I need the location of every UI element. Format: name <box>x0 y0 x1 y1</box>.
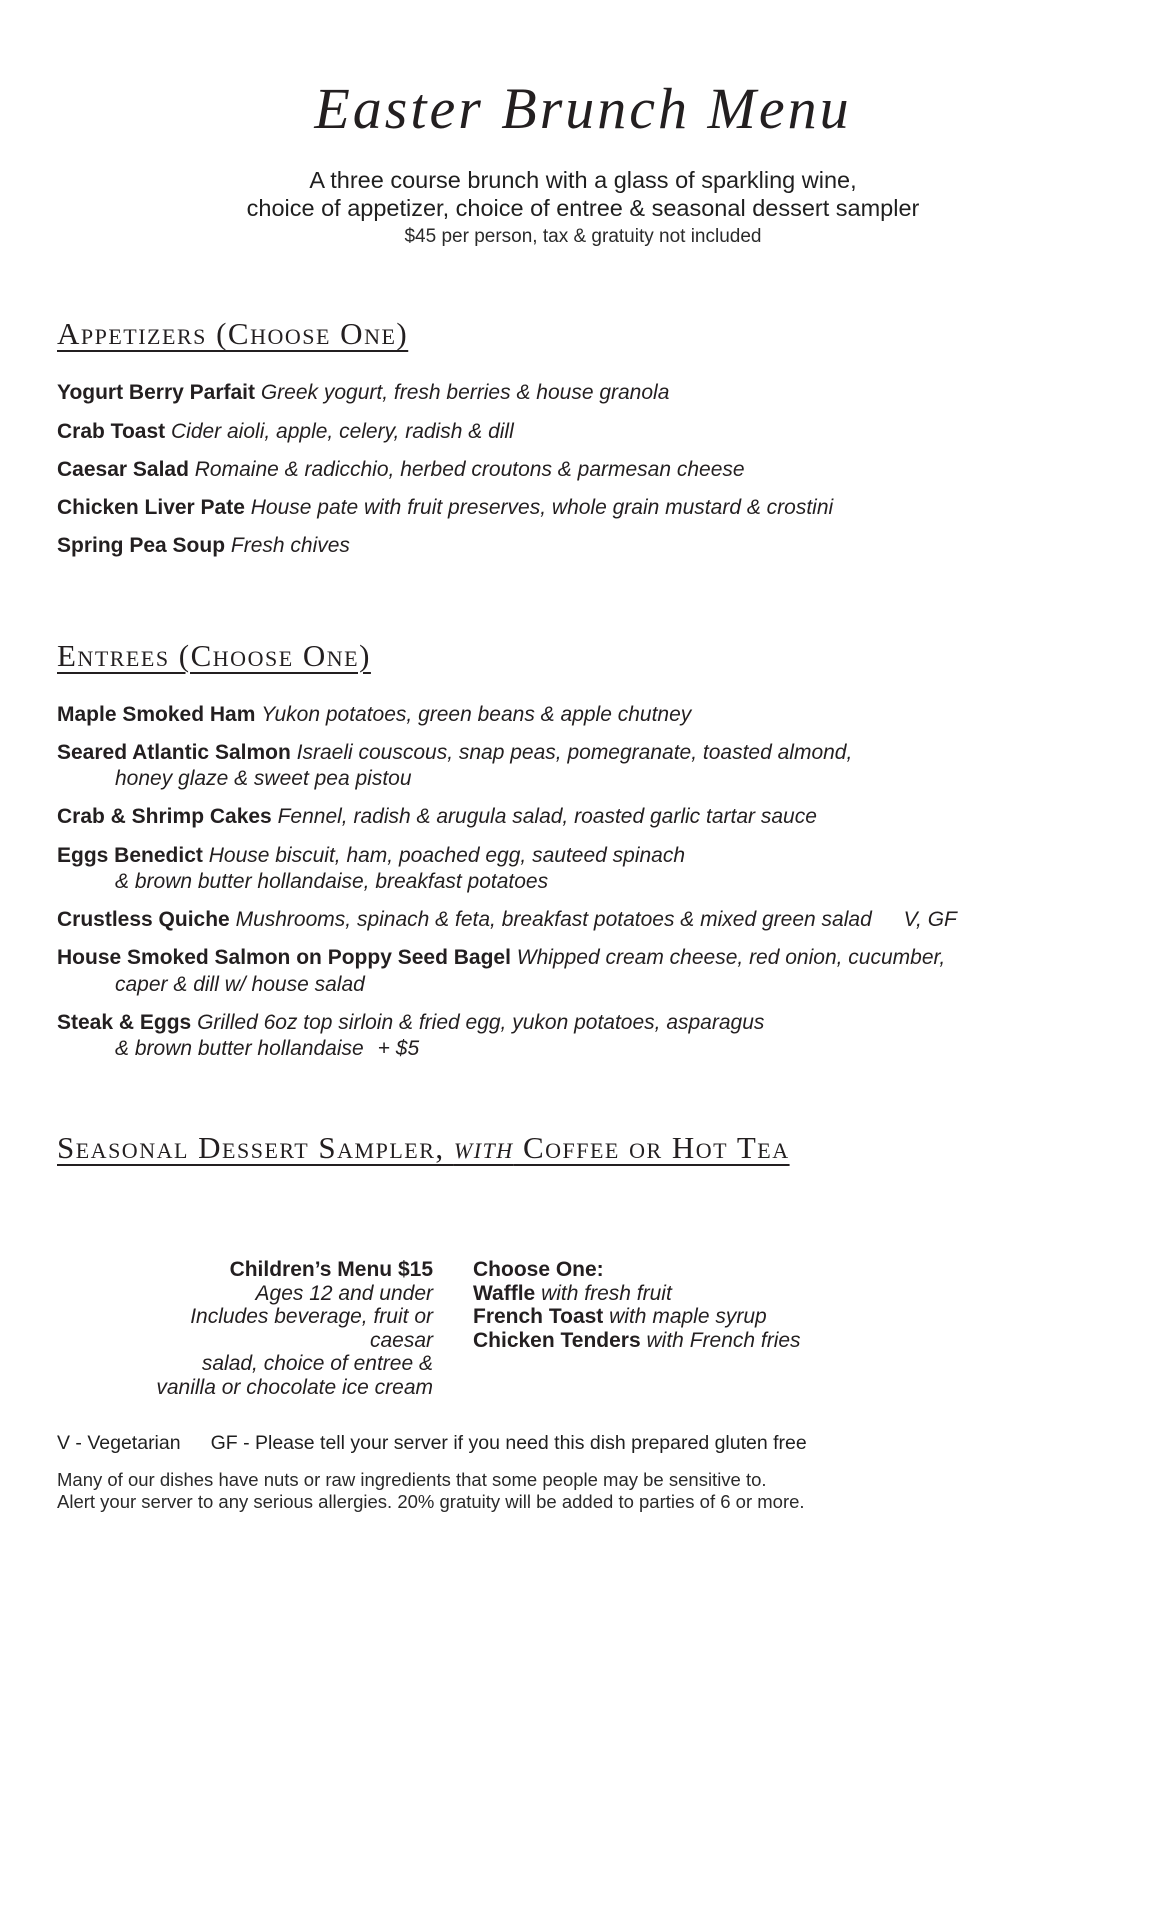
menu-item <box>57 421 1109 443</box>
item-name: Chicken Liver Pate <box>57 496 245 520</box>
item-name: Crab Toast <box>57 419 166 443</box>
item-name: Eggs Benedict <box>57 843 203 867</box>
option-description: with maple syrup <box>609 1305 767 1329</box>
allergy-notes <box>57 1469 1109 1513</box>
item-description-continued <box>57 1038 1109 1060</box>
appetizers-heading: Appetizers (Choose One) <box>57 316 409 352</box>
item-name: Spring Pea Soup <box>57 534 226 558</box>
childrens-menu-info <box>155 1258 433 1399</box>
menu-item <box>57 704 1109 726</box>
menu-item <box>57 497 1109 519</box>
childrens-menu-includes-line: salad, choice of entree & <box>201 1352 433 1376</box>
intro-line-1: A three course brunch with a glass of sparkling wine, <box>309 167 857 193</box>
legend-gluten-free: GF - Please tell your server if you need this dish prepared gluten free <box>210 1432 807 1454</box>
item-description: Mushrooms, spinach & feta, breakfast potatoes & mixed green salad <box>235 908 872 932</box>
dessert-heading-pre: Seasonal Dessert Sampler, <box>57 1130 454 1166</box>
option-name: French Toast <box>473 1305 604 1329</box>
item-description: Grilled 6oz top sirloin & fried egg, yukon potatoes, asparagus <box>197 1010 765 1034</box>
item-description: Israeli couscous, snap peas, pomegranate, toasted almond, <box>296 740 853 764</box>
item-name: Crustless Quiche <box>57 908 230 932</box>
dessert-heading-with: with <box>453 1130 514 1166</box>
menu-item <box>57 742 1109 791</box>
item-description: House pate with fruit preserves, whole grain mustard & crostini <box>250 496 834 520</box>
menu-item <box>57 459 1109 481</box>
dietary-legend <box>57 1432 1109 1455</box>
item-name: House Smoked Salmon on Poppy Seed Bagel <box>57 946 511 970</box>
childrens-menu-option <box>473 1305 801 1329</box>
option-description: with French fries <box>646 1328 801 1352</box>
childrens-menu-choose-label: Choose One: <box>473 1258 604 1282</box>
option-name: Chicken Tenders <box>473 1328 641 1352</box>
price-note: $45 per person, tax & gratuity not included <box>404 226 762 248</box>
page-title: Easter Brunch Menu <box>314 76 852 141</box>
item-description-continued: caper & dill w/ house salad <box>115 972 365 996</box>
childrens-menu-option <box>473 1329 801 1353</box>
childrens-menu <box>155 1258 1109 1399</box>
item-description: Cider aioli, apple, celery, radish & dill <box>170 419 514 443</box>
item-name: Caesar Salad <box>57 457 189 481</box>
item-description: Greek yogurt, fresh berries & house granola <box>260 381 670 405</box>
allergy-note-line: Alert your server to any serious allergies. 20% gratuity will be added to parties of 6 or more. <box>57 1490 805 1512</box>
item-description: Fennel, radish & arugula salad, roasted garlic tartar sauce <box>277 805 817 829</box>
option-description: with fresh fruit <box>541 1281 672 1305</box>
item-name: Maple Smoked Ham <box>57 702 256 726</box>
entrees-heading: Entrees (Choose One) <box>57 637 371 673</box>
childrens-menu-title: Children’s Menu $15 <box>229 1258 433 1282</box>
childrens-menu-includes-line: vanilla or chocolate ice cream <box>156 1375 433 1399</box>
footer <box>57 1432 1109 1513</box>
menu-item <box>57 845 1109 894</box>
item-description: House biscuit, ham, poached egg, sauteed spinach <box>208 843 686 867</box>
dessert-heading-post: Coffee or Hot Tea <box>513 1130 790 1166</box>
menu-item <box>57 806 1109 828</box>
item-name: Steak & Eggs <box>57 1010 192 1034</box>
allergy-note-line: Many of our dishes have nuts or raw ingredients that some people may be sensitive to. <box>57 1469 767 1490</box>
item-upcharge: + $5 <box>377 1037 420 1061</box>
childrens-menu-includes-line: Includes beverage, fruit or caesar <box>190 1305 433 1352</box>
item-name: Yogurt Berry Parfait <box>57 381 255 405</box>
menu-item <box>57 947 1109 996</box>
section-appetizers <box>57 316 1109 557</box>
childrens-menu-option <box>473 1282 801 1306</box>
entrees-list <box>57 704 1109 1061</box>
menu-item <box>57 535 1109 557</box>
item-description: Fresh chives <box>230 534 350 558</box>
menu-item <box>57 909 1109 931</box>
item-description: Whipped cream cheese, red onion, cucumber, <box>516 946 946 970</box>
menu-item <box>57 382 1109 404</box>
intro-text <box>57 166 1109 222</box>
option-name: Waffle <box>473 1281 536 1305</box>
childrens-menu-age-note: Ages 12 and under <box>255 1281 433 1305</box>
intro-line-2: choice of appetizer, choice of entree & seasonal dessert sampler <box>246 195 920 222</box>
dietary-tag: V, GF <box>903 908 957 932</box>
item-description: Yukon potatoes, green beans & apple chutney <box>261 702 692 726</box>
section-entrees <box>57 638 1109 1061</box>
legend-vegetarian: V - Vegetarian <box>57 1432 181 1454</box>
menu-item <box>57 1012 1109 1061</box>
item-description-continued: honey glaze & sweet pea pistou <box>115 767 412 791</box>
item-name: Crab & Shrimp Cakes <box>57 805 272 829</box>
childrens-menu-options <box>473 1258 801 1399</box>
appetizers-list <box>57 382 1109 557</box>
section-dessert <box>57 1130 1109 1166</box>
item-description: Romaine & radicchio, herbed croutons & parmesan cheese <box>194 457 745 481</box>
dessert-heading <box>57 1130 790 1166</box>
item-description-continued-text: & brown butter hollandaise <box>115 1037 364 1061</box>
item-description-continued: & brown butter hollandaise, breakfast potatoes <box>115 869 549 893</box>
item-name: Seared Atlantic Salmon <box>57 740 291 764</box>
